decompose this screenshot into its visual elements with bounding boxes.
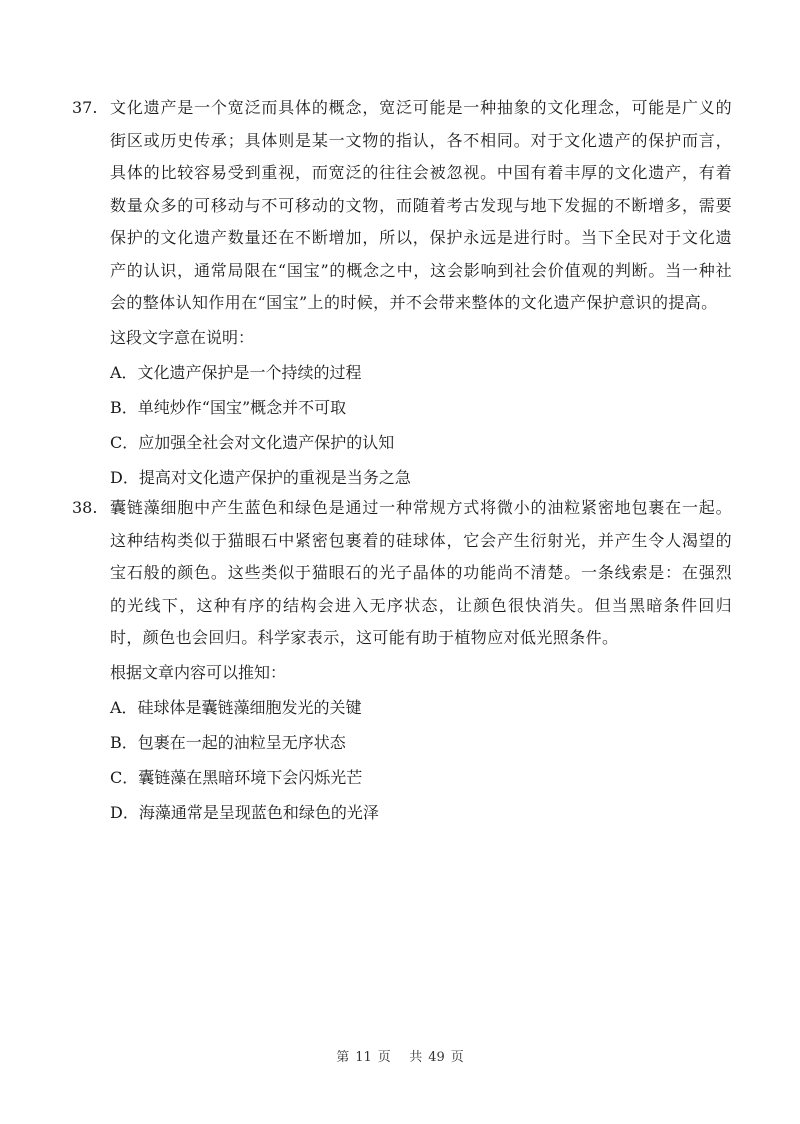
question-38 [72, 492, 732, 829]
question-prompt: 这段文字意在说明： [110, 327, 255, 347]
option-c: C．囊链藻在黑暗环境下会闪烁光芒 [110, 767, 363, 787]
option-d: D．提高对文化遗产保护的重视是当务之急 [110, 467, 411, 487]
option-a: A．硅球体是囊链藻细胞发光的关键 [110, 697, 362, 717]
option-d: D．海藻通常是呈现蓝色和绿色的光泽 [110, 802, 379, 822]
option-c: C．应加强全社会对文化遗产保护的认知 [110, 432, 395, 452]
page-label-prefix: 第 [336, 1050, 350, 1065]
option-b: B．单纯炒作“国宝”概念并不可取 [110, 397, 347, 417]
page-current: 11 [355, 1050, 372, 1065]
option-a: A．文化遗产保护是一个持续的过程 [110, 362, 362, 382]
total-label-prefix: 共 [409, 1050, 423, 1065]
page-footer [0, 1046, 800, 1065]
question-stem: 文化遗产是一个宽泛而具体的概念，宽泛可能是一种抽象的文化理念，可能是广义的街区或历史传承；具体则是某一文物的指认，各不相同。对于文化遗产的保护而言，具体的比较容易受到重视，而宽泛的往往会被忽视。中国有着丰厚的文化遗产，有着数量众多的可移动与不可移动的文物，而随着考古发现与地下发掘的不断增多，需要保护的文化遗产数量还在不断增加，所以，保护永远是进行时。当下全民对于文化遗产的认识，通常局限在“国宝”的概念之中，这会影响到社会价值观的判断。当一种社会的整体认知作用在“国宝”上的时候，并不会带来整体的文化遗产保护意识的提高。 [110, 98, 732, 312]
question-prompt: 根据文章内容可以推知： [110, 662, 287, 682]
question-37 [72, 92, 732, 494]
question-stem: 囊链藻细胞中产生蓝色和绿色是通过一种常规方式将微小的油粒紧密地包裹在一起。这种结构类似于猫眼石中紧密包裹着的硅球体，它会产生衍射光，并产生令人渴望的宝石般的颜色。这些类似于猫眼石的光子晶体的功能尚不清楚。一条线索是：在强烈的光线下，这种有序的结构会进入无序状态，让颜色很快消失。但当黑暗条件回归时，颜色也会回归。科学家表示，这可能有助于植物应对低光照条件。 [110, 498, 732, 647]
question-number: 37. [72, 98, 98, 117]
question-number: 38. [72, 498, 98, 517]
total-label-suffix: 页 [450, 1050, 464, 1065]
option-b: B．包裹在一起的油粒呈无序状态 [110, 732, 346, 752]
page-total: 49 [428, 1050, 445, 1065]
page-label-suffix: 页 [377, 1050, 391, 1065]
